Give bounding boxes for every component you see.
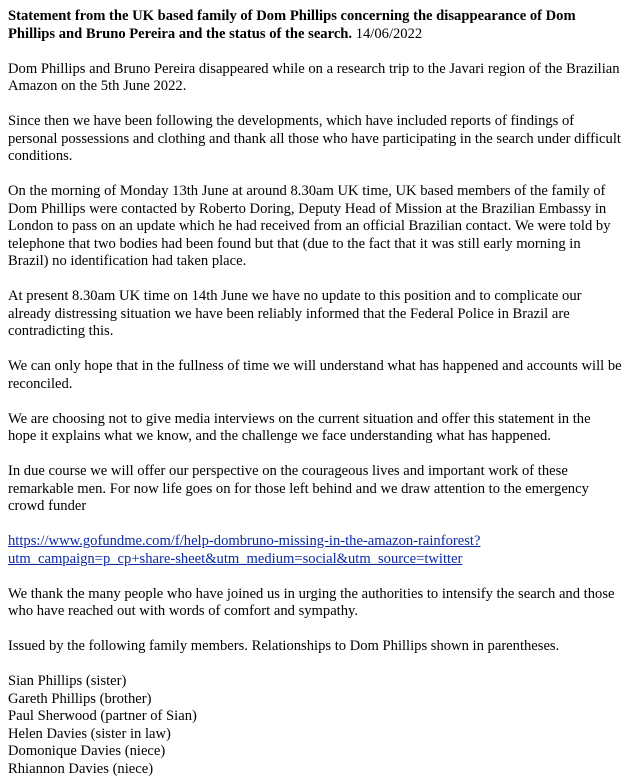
crowdfunder-link[interactable]: [8, 533, 480, 567]
paragraph-current-position: At present 8.30am UK time on 14th June we have no update to this position and to complicate our already distressing situation we have been reliably informed that the Federal Police in Brazil are contradicting this.: [8, 288, 582, 339]
statement-heading: [8, 8, 622, 43]
paragraph-thanks: We thank the many people who have joined us in urging the authorities to intensify the search and those who have reached out with words of comfort and sympathy.: [8, 585, 615, 619]
family-member: Domonique Davies (niece): [8, 743, 166, 759]
paragraph-issued-by: Issued by the following family members. Relationships to Dom Phillips shown in parentheses.: [8, 638, 560, 654]
family-member: Helen Davies (sister in law): [8, 725, 171, 742]
paragraph-crowdfunder: In due course we will offer our perspective on the courageous lives and important work of these remarkable men. For now life goes on for those left behind and we draw attention to the emergency crowd funder: [8, 463, 589, 514]
family-member: Sian Phillips (sister): [8, 673, 127, 689]
family-member: Gareth Phillips (brother): [8, 690, 152, 707]
crowdfunder-link-block: [8, 533, 622, 568]
paragraph-embassy-contact: On the morning of Monday 13th June at around 8.30am UK time, UK based members of the family of Dom Phillips were contacted by Roberto Doring, Deputy Head of Mission at the Brazilian Embassy in London to pass on an update which he had received from an official Brazilian contact. We were told by telephone that two bodies had been found but that (due to the fact that it was still early morning in Brazil) no identification had taken place.: [8, 183, 611, 269]
family-members-list: [8, 673, 622, 778]
family-member: Rhiannon Davies (niece): [8, 760, 154, 777]
statement-date: 14/06/2022: [352, 25, 423, 42]
statement-title: Statement from the UK based family of Dom Phillips concerning the disappearance of Dom Phillips and Bruno Pereira and the status of the search.: [8, 8, 576, 42]
paragraph-disappearance: Dom Phillips and Bruno Pereira disappeared while on a research trip to the Javari region of the Brazilian Amazon on the 5th June 2022.: [8, 60, 620, 94]
crowdfunder-link-line1: https://www.gofundme.com/f/help-dombruno-missing-in-the-amazon-rainforest?: [8, 533, 481, 549]
paragraph-media: We are choosing not to give media interviews on the current situation and offer this statement in the hope it explains what we know, and the challenge we face understanding what has happened.: [8, 410, 591, 444]
paragraph-hope: We can only hope that in the fullness of time we will understand what has happened and accounts will be reconciled.: [8, 358, 622, 392]
paragraph-developments: Since then we have been following the developments, which have included reports of findings of personal possessions and clothing and thank all those who have participating in the search under difficult conditions.: [8, 113, 621, 164]
family-member: Paul Sherwood (partner of Sian): [8, 708, 197, 724]
crowdfunder-link-line2: utm_campaign=p_cp+share-sheet&utm_medium=social&utm_source=twitter: [8, 550, 463, 567]
